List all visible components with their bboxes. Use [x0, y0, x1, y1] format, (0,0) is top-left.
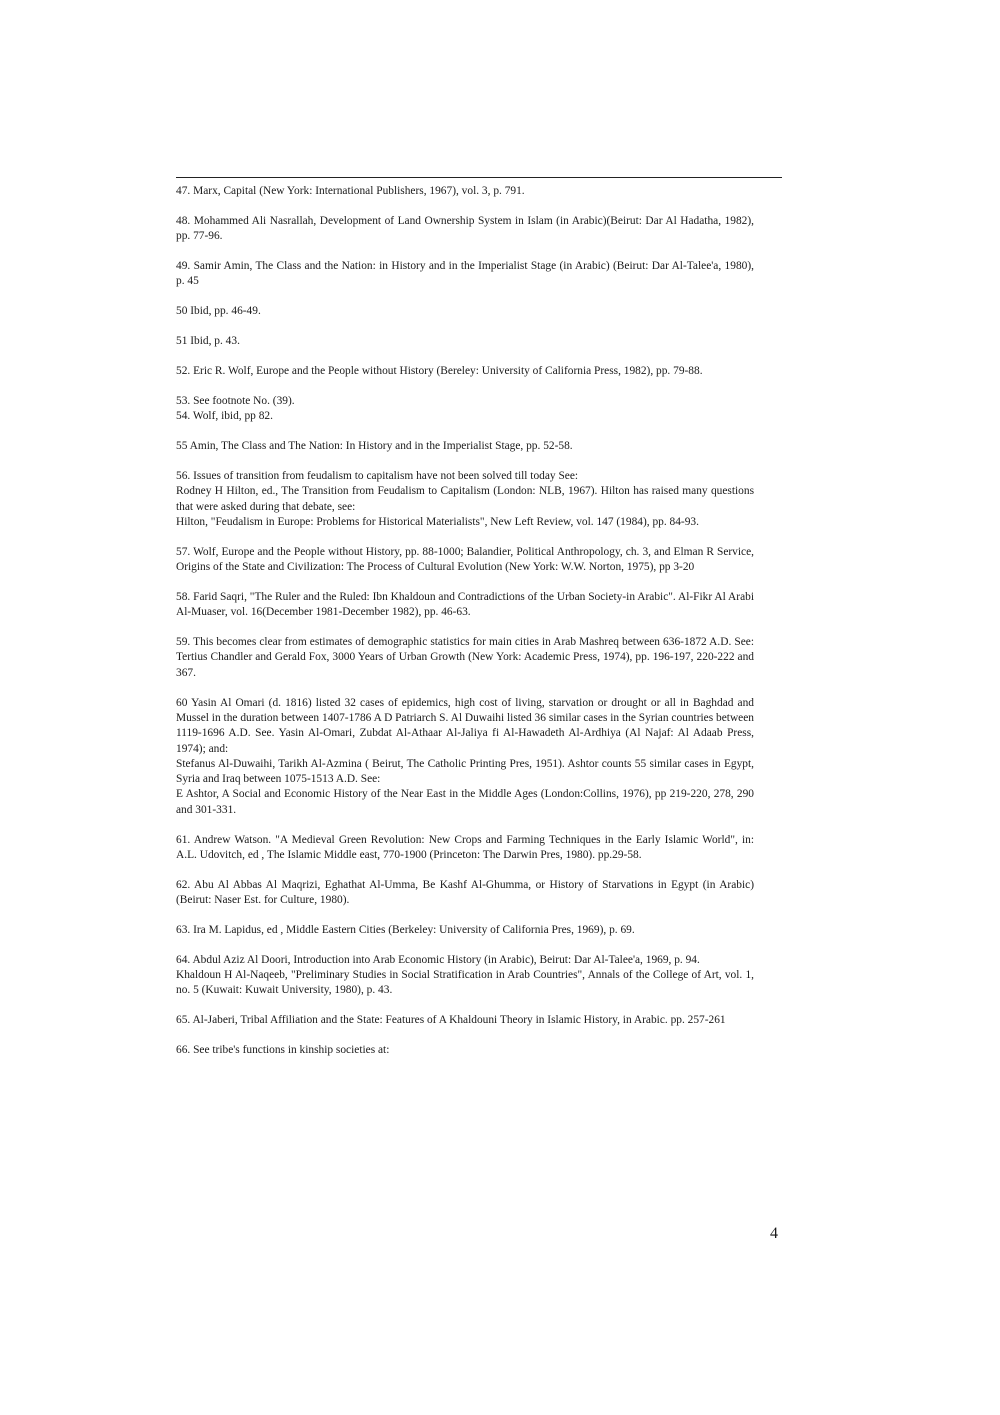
footnote	[176, 394, 754, 409]
footnote-paragraph: 64. Abdul Aziz Al Doori, Introduction into Arab Economic History (in Arabic), Beirut: Dar Al-Talee'a, 1969, p. 94.	[176, 953, 700, 966]
footnote-paragraph: 65. Al-Jaberi, Tribal Affiliation and the State: Features of A Khaldouni Theory in Islamic History, in Arabic. pp. 257-261	[176, 1014, 726, 1027]
footnote	[176, 923, 754, 938]
footnote-paragraph: 60 Yasin Al Omari (d. 1816) listed 32 cases of epidemics, high cost of living, starvation or drought or all in Baghdad and Mussel in the duration between 1407-1786 A D Patriarch S. Al Duwaihi listed 36 similar cases in the Syrian countries between 1119-1696 A.D. See. Yasin Al-Omari, Zubdat Al-Athaar Al-Jaliya fi Al-Hawadeth Al-Ardhiya (Al Najaf: Al Adaab Press, 1974); and:	[176, 696, 754, 755]
footnote	[176, 590, 754, 621]
footnote-paragraph: 59. This becomes clear from estimates of demographic statistics for main cities in Arab Mashreq between 636-1872 A.D. See: Tertius Chandler and Gerald Fox, 3000 Years of Urban Growth (New York: Academic Press, 1974), pp. 196-197, 220-222 and 367.	[176, 636, 754, 679]
footnote	[176, 1013, 754, 1028]
footnote-paragraph: 66. See tribe's functions in kinship societies at:	[176, 1044, 390, 1057]
footnote	[176, 878, 754, 909]
footnote-paragraph: 48. Mohammed Ali Nasrallah, Development of Land Ownership System in Islam (in Arabic)(Beirut: Dar Al Hadatha, 1982), pp. 77-96.	[176, 214, 754, 243]
footnote	[176, 184, 754, 199]
footnote	[176, 469, 754, 530]
footnote-paragraph: 52. Eric R. Wolf, Europe and the People without History (Bereley: University of California Press, 1982), pp. 79-88.	[176, 365, 703, 378]
footnote	[176, 409, 754, 424]
footnote-paragraph: 51 Ibid, p. 43.	[176, 335, 240, 348]
footnote	[176, 545, 754, 576]
footnote	[176, 953, 754, 999]
footnote-paragraph: 55 Amin, The Class and The Nation: In History and in the Imperialist Stage, pp. 52-58.	[176, 440, 573, 453]
footnote	[176, 833, 754, 864]
footnote-paragraph: Hilton, "Feudalism in Europe: Problems for Historical Materialists", New Left Review, vol. 147 (1984), pp. 84-93.	[176, 515, 699, 528]
footnote-paragraph: 54. Wolf, ibid, pp 82.	[176, 410, 273, 423]
footnote	[176, 214, 754, 245]
footnote	[176, 696, 754, 818]
footnote-paragraph: 50 Ibid, pp. 46-49.	[176, 305, 261, 318]
footnote	[176, 334, 754, 349]
footnote-paragraph: 63. Ira M. Lapidus, ed , Middle Eastern Cities (Berkeley: University of California Pres, 1969), p. 69.	[176, 924, 635, 936]
footnote-paragraph: E Ashtor, A Social and Economic History of the Near East in the Middle Ages (London:Collins, 1976), pp 219-220, 278, 290 and 301-331.	[176, 788, 754, 816]
footnote	[176, 259, 754, 290]
footnotes-list	[176, 184, 754, 1073]
footnote	[176, 1043, 754, 1058]
footnote	[176, 364, 754, 379]
footnote-paragraph: Rodney H Hilton, ed., The Transition from Feudalism to Capitalism (London: NLB, 1967). Hilton has raised many questions that were asked during that debate, see:	[176, 485, 754, 513]
footnote-paragraph: 62. Abu Al Abbas Al Maqrizi, Eghathat Al-Umma, Be Kashf Al-Ghumma, or History of Starvations in Egypt (in Arabic) (Beirut: Naser Est. for Culture, 1980).	[176, 878, 754, 907]
footnote-paragraph: 61. Andrew Watson. "A Medieval Green Revolution: New Crops and Farming Techniques in the Early Islamic World", in: A.L. Udovitch, ed , The Islamic Middle east, 770-1900 (Princeton: The Darwin Pres, 1980). pp.29-58.	[176, 833, 754, 861]
footnote-paragraph: 56. Issues of transition from feudalism to capitalism have not been solved till today See:	[176, 470, 579, 483]
footnote-separator-rule	[176, 177, 782, 178]
footnote-paragraph: 58. Farid Saqri, "The Ruler and the Ruled: Ibn Khaldoun and Contradictions of the Urban Society-in Arabic". Al-Fikr Al Arabi Al-Muaser, vol. 16(December 1981-December 1982), pp. 46-63.	[176, 590, 754, 619]
footnote	[176, 439, 754, 454]
footnote	[176, 304, 754, 319]
footnote-paragraph: 47. Marx, Capital (New York: International Publishers, 1967), vol. 3, p. 791.	[176, 185, 525, 197]
page-number: 4	[770, 1225, 778, 1242]
footnote-paragraph: Khaldoun H Al-Naqeeb, "Preliminary Studies in Social Stratification in Arab Countries", Annals of the College of Art, vol. 1, no. 5 (Kuwait: Kuwait University, 1980), p. 43.	[176, 969, 754, 997]
footnote-paragraph: 53. See footnote No. (39).	[176, 394, 295, 407]
footnote-paragraph: 57. Wolf, Europe and the People without History, pp. 88-1000; Balandier, Political Anthropology, ch. 3, and Elman R Service, Origins of the State and Civilization: The Process of Cultural Evolution (New York: W.W. Norton, 1975), pp 3-20	[176, 545, 754, 574]
footnote	[176, 635, 754, 681]
footnote-paragraph: Stefanus Al-Duwaihi, Tarikh Al-Azmina ( Beirut, The Catholic Printing Pres, 1951). Ashtor counts 55 similar cases in Egypt, Syria and Iraq between 1075-1513 A.D. See:	[176, 757, 754, 786]
footnote-paragraph: 49. Samir Amin, The Class and the Nation: in History and in the Imperialist Stage (in Arabic) (Beirut: Dar Al-Talee'a, 1980), p. 45	[176, 260, 754, 288]
